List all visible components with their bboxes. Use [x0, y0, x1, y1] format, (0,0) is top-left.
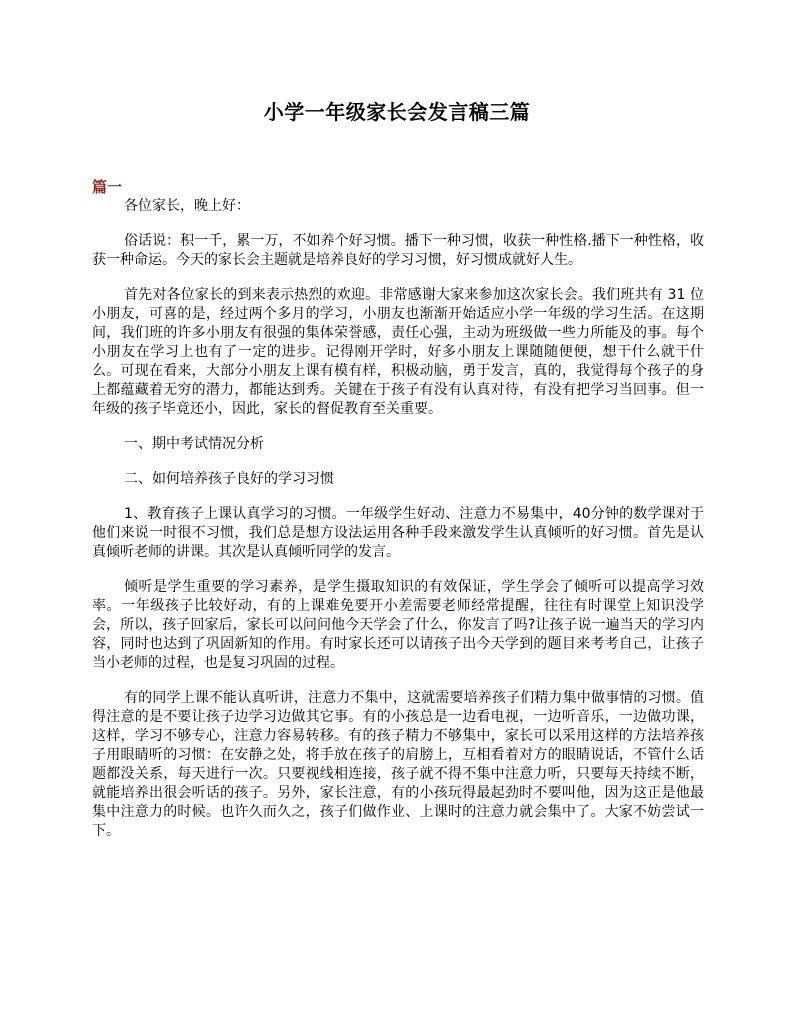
subsection-heading: 一、期中考试情况分析 — [124, 436, 264, 452]
body-paragraph: 1、教育孩子上课认真学习的习惯。一年级学生好动、注意力不易集中，40分钟的数学课对于他们来说一时很不习惯，我们总是想方设法运用各种手段来激发学生认真倾听的好习惯。首先是认真倾听老师的讲课。其次是认真倾听同学的发言。 — [92, 506, 704, 560]
document-body — [92, 197, 704, 857]
section-heading: 篇一 — [92, 178, 123, 196]
body-paragraph: 首先对各位家长的到来表示热烈的欢迎。非常感谢大家来参加这次家长会。我们班共有 31 位小朋友，可喜的是，经过两个多月的学习，小朋友也渐渐开始适应小学一年级的学习生活。在这期间，我们班的许多小朋友有很强的集体荣誉感，责任心强，主动为班级做一些力所能及的事。每个小朋友在学习上也有了一定的进步。记得刚开学时，好多小朋友上课随随便便，想干什么就干什么。可现在看来，大部分小朋友上课有模有样，积极动脑，勇于发言，真的，我觉得每个孩子的身上都蕴藏着无穷的潜力，都能达到秀。关键在于孩子有没有认真对待，有没有把学习当回事。但一年级的孩子毕竟还小，因此，家长的督促教育至关重要。 — [92, 287, 704, 417]
body-paragraph: 有的同学上课不能认真听讲，注意力不集中，这就需要培养孩子们精力集中做事情的习惯。值得注意的是不要让孩子边学习边做其它事。有的小孩总是一边看电视，一边听音乐，一边做功课，这样，学习不够专心，注意力容易转移。有的孩子精力不够集中，家长可以采用这样的方法培养孩子用眼睛听的习惯：在安静之处，将手放在孩子的肩膀上，互相看着对方的眼睛说话，不管什么话题都没关系，每天进行一次。只要视线相连接，孩子就不得不集中注意力听，只要每天持续不断，就能培养出很会听话的孩子。另外，家长注意，有的小孩玩得最起劲时不要叫他，因为这正是他最集中注意力的时候。也许久而久之，孩子们做作业、上课时的注意力就会集中了。大家不妨尝试一下。 — [92, 690, 704, 839]
body-paragraph: 倾听是学生重要的学习素养，是学生摄取知识的有效保证，学生学会了倾听可以提高学习效率。一年级孩子比较好动，有的上课难免要开小差需要老师经常提醒，往往有时课堂上知识没学会，所以，孩子回家后，家长可以问问他今天学会了什么，你发言了吗?让孩子说一遍当天的学习内容，同时也达到了巩固新知的作用。有时家长还可以请孩子出今天学到的题目来考考自己，让孩子当小老师的过程，也是复习巩固的过程。 — [92, 579, 704, 671]
body-paragraph: 俗话说：积一千，累一万，不如养个好习惯。播下一种习惯，收获一种性格.播下一种性格，收获一种命运。今天的家长会主题就是培养良好的学习习惯，好习惯成就好人生。 — [92, 233, 704, 268]
greeting-paragraph: 各位家长，晚上好： — [124, 198, 250, 214]
document-title: 小学一年级家长会发言稿三篇 — [263, 100, 531, 124]
subsection-heading: 二、如何培养孩子良好的学习习惯 — [124, 471, 334, 487]
